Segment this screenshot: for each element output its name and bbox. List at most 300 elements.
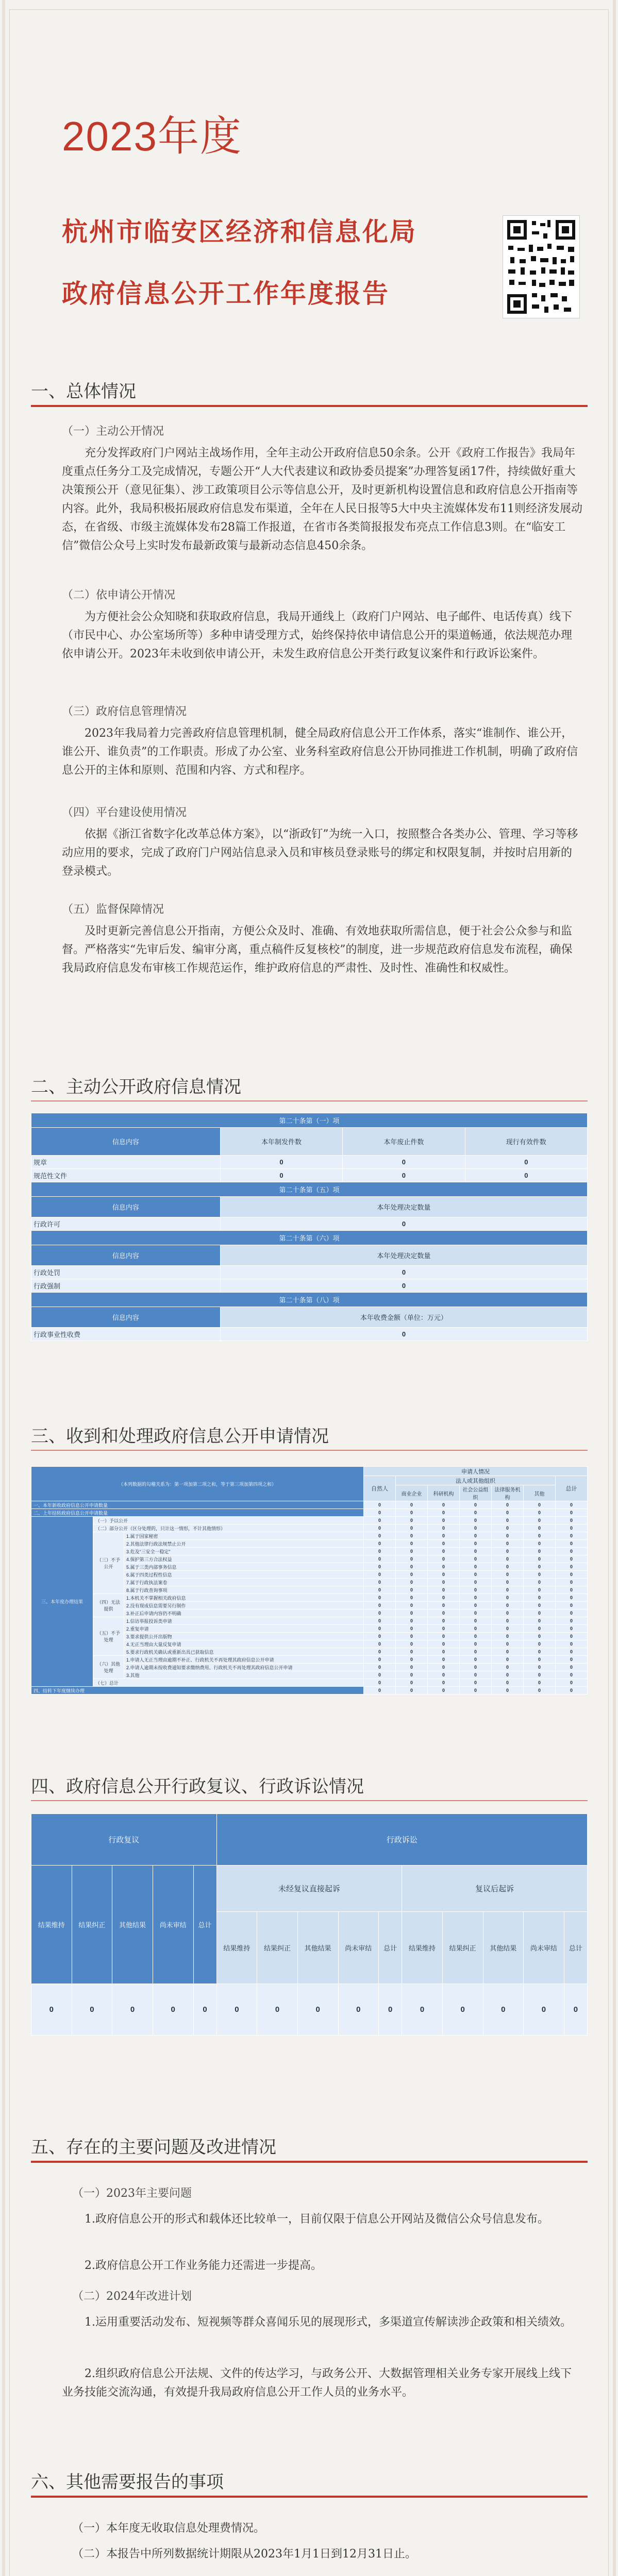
s6-item-1: （一）本年度无收取信息处理费情况。 [72,2522,265,2535]
cell-value: 0 [297,1984,338,2036]
cell-value: 0 [524,1532,556,1540]
cell-value: 0 [492,1633,524,1640]
cell-value: 0 [492,1625,524,1633]
cell-value: 0 [492,1640,524,1648]
cell-value: 0 [193,1984,216,2036]
cell-value: 0 [492,1687,524,1694]
col-natural: 自然人 [364,1476,396,1501]
col-review-keep: 结果维持 [31,1866,72,1984]
col-legal: 法人或其他组织 [396,1476,556,1485]
col-abolished: 本年废止件数 [343,1128,465,1156]
col-processed: 本年处理决定数量 [220,1197,587,1217]
s5-problems-head: （一）2023年主要问题 [72,2187,192,2200]
cell-value: 0 [396,1594,428,1602]
cell-value: 0 [465,1169,587,1182]
org-title: 杭州市临安区经济和信息化局 [62,216,417,247]
row-label: 2.其他法律行政法规禁止公开 [124,1540,364,1548]
cell-value: 0 [460,1609,492,1617]
cell-value: 0 [220,1217,587,1231]
cell-value: 0 [396,1625,428,1633]
cell-value: 0 [396,1679,428,1687]
cell-value: 0 [31,1984,72,2036]
col-other: 其他 [524,1485,556,1501]
cell-value: 0 [396,1571,428,1579]
cell-value: 0 [524,1571,556,1579]
s1-request-para: 为方便社会公众知晓和获取政府信息，我局开通线上（政府门户网站、电子邮件、电话传真）线下（市民中心、办公室场所等）多种申请受理方式，始终保持依申请信息公开的渠道畅通，依法规范办理依申请公开。2023年未收到依申请公开，未发生政府信息公开类行政复议案件和行政诉讼案件。 [62,611,573,660]
cell-value: 0 [460,1602,492,1609]
not-processed-group-label: （五）不予处理 [93,1617,124,1656]
cell-value: 0 [556,1640,588,1648]
cell-value: 0 [556,1501,588,1509]
section-3-rule [31,1450,588,1451]
cell-value: 0 [364,1609,396,1617]
cell-value: 0 [216,1984,257,2036]
cell-value: 0 [524,1633,556,1640]
cell-value: 0 [460,1687,492,1694]
row-label: 8.属于行政查询事项 [124,1586,364,1594]
cell-value: 0 [396,1640,428,1648]
cell-value: 0 [492,1617,524,1625]
cell-value: 0 [524,1625,556,1633]
cell-value: 0 [556,1540,588,1548]
row-label: （二）部分公开（区分处理的，只计这一情形，不计其他情形） [93,1524,364,1532]
cell-value: 0 [343,1169,465,1182]
cell-value: 0 [364,1579,396,1586]
art8-heading: 第二十条第（八）项 [31,1293,588,1307]
col-content: 信息内容 [31,1197,221,1217]
s1-management-head: （三）政府信息管理情况 [62,705,187,718]
col-direct-correct: 结果纠正 [257,1912,298,1984]
cell-value: 0 [492,1579,524,1586]
col-content: 信息内容 [31,1128,221,1156]
section-2-title: 二、主动公开政府信息情况 [31,1077,241,1097]
col-research: 科研机构 [428,1485,460,1501]
cell-value: 0 [364,1540,396,1548]
cell-value: 0 [460,1656,492,1664]
s1-platform-para: 依据《浙江省数字化改革总体方案》，以“浙政钉”为统一入口，按照整合各类办公、管理、学习等移动应用的要求，完成了政府门户网站信息录入员和审核员登录账号的绑定和权限复制，并按时启用新的登录模式。 [62,828,578,878]
cell-value: 0 [364,1524,396,1532]
col-after-total: 总计 [564,1912,587,1984]
cell-value: 0 [556,1563,588,1571]
row-label: 四、结转下年度继续办理 [31,1687,364,1694]
row-label: 1.本机关不掌握相关政府信息 [124,1594,364,1602]
col-amount: 本年收费金额（单位：万元） [220,1307,587,1328]
cell-value: 0 [556,1517,588,1524]
cell-value: 0 [556,1555,588,1563]
cell-value: 0 [524,1617,556,1625]
col-total: 总计 [556,1476,588,1501]
section-6-rule [31,2496,588,2498]
cell-value: 0 [492,1563,524,1571]
cell-value: 0 [492,1509,524,1517]
row-penalty: 行政处罚 [31,1266,221,1279]
cell-value: 0 [492,1679,524,1687]
row-label: 3.补正后申请内容仍不明确 [124,1609,364,1617]
cell-value: 0 [492,1571,524,1579]
cell-value: 0 [524,1509,556,1517]
cell-value: 0 [257,1984,298,2036]
cell-value: 0 [428,1532,460,1540]
report-header [0,0,618,361]
row-fees: 行政事业性收费 [31,1328,221,1341]
section-4-rule [31,1800,588,1801]
cell-value: 0 [492,1501,524,1509]
section-6-title: 六、其他需要报告的事项 [31,2472,224,2493]
cell-value: 0 [396,1579,428,1586]
cell-value: 0 [396,1532,428,1540]
col-after-pending: 尚未审结 [524,1912,564,1984]
cell-value: 0 [220,1279,587,1293]
cell-value: 0 [364,1687,396,1694]
cell-value: 0 [220,1328,587,1341]
cell-value: 0 [524,1594,556,1602]
cell-value: 0 [402,1984,443,2036]
cell-value: 0 [460,1571,492,1579]
s1-active-para: 充分发挥政府门户网站主战场作用，全年主动公开政府信息50余条。公开《政府工作报告》我局年度重点任务分工及完成情况，专题公开“人大代表建议和政协委员提案”办理答复函17件，持续做好重大决策预公开（意见征集）、涉工政策项目公示等信息公开，及时更新机构设置信息和政府信息公开指南等内容。此外，我局积极拓展政府信息发布渠道，全年在人民日报等5大中央主流媒体发布11则经济发展动态，在省级、市级主流媒体发布28篇工作报道，在省市各类简报报发布亮点工作信息3则。在“临安工信”微信公众号上实时发布最新政策与最新动态信息450余条。 [62,447,582,552]
unable-group-label: （四）无法提供 [93,1594,124,1617]
cell-value: 0 [396,1648,428,1656]
cell-value: 0 [364,1679,396,1687]
cell-value: 0 [492,1540,524,1548]
col-law: 法律服务机构 [492,1485,524,1501]
cell-value: 0 [460,1509,492,1517]
col-content: 信息内容 [31,1307,221,1328]
cell-value: 0 [556,1617,588,1625]
cell-value: 0 [220,1169,342,1182]
cell-value: 0 [396,1563,428,1571]
cell-value: 0 [556,1625,588,1633]
cell-value: 0 [524,1679,556,1687]
cell-value: 0 [428,1563,460,1571]
cell-value: 0 [524,1640,556,1648]
cell-value: 0 [396,1555,428,1563]
cell-value: 0 [72,1984,112,2036]
review-lawsuit-table [31,1814,588,2036]
s5-plan-2: 2.组织政府信息公开法规、文件的传达学习，与政务公开、大数据管理相关业务专家开展线上线下业务技能交流沟通，有效提升我局政府信息公开工作人员的业务水平。 [62,2367,572,2399]
cell-value: 0 [492,1602,524,1609]
cell-value: 0 [364,1555,396,1563]
cell-value: 0 [460,1664,492,1671]
art6-heading: 第二十条第（六）项 [31,1231,588,1245]
col-direct-total: 总计 [379,1912,402,1984]
cell-value: 0 [338,1984,379,2036]
cell-value: 0 [428,1501,460,1509]
cell-value: 0 [524,1671,556,1679]
col-direct-pending: 尚未审结 [338,1912,379,1984]
row-label: 2.没有现成信息需要另行制作 [124,1602,364,1609]
col-direct-other: 其他结果 [297,1912,338,1984]
cell-value: 0 [428,1671,460,1679]
s5-plan-head: （二）2024年改进计划 [72,2290,192,2303]
cell-value: 0 [524,1687,556,1694]
cell-value: 0 [556,1594,588,1602]
section-2-rule [31,1100,588,1101]
application-table [31,1466,588,1694]
col-made: 本年制发件数 [220,1128,342,1156]
cell-value: 0 [364,1548,396,1555]
cell-value: 0 [524,1984,564,2036]
cell-value: 0 [556,1609,588,1617]
cell-value: 0 [460,1555,492,1563]
cell-value: 0 [524,1602,556,1609]
row-label: 3.其他 [124,1671,364,1679]
cell-value: 0 [492,1586,524,1594]
cell-value: 0 [524,1524,556,1532]
cell-value: 0 [396,1548,428,1555]
cell-value: 0 [460,1517,492,1524]
year-title: 2023年度 [62,113,242,159]
cell-value: 0 [428,1602,460,1609]
cell-value: 0 [428,1540,460,1548]
row-label: 3.危及“三安全一稳定” [124,1548,364,1555]
cell-value: 0 [460,1648,492,1656]
cell-value: 0 [524,1579,556,1586]
cell-value: 0 [556,1679,588,1687]
cell-value: 0 [460,1679,492,1687]
row-force: 行政强制 [31,1279,221,1293]
col-after-correct: 结果纠正 [442,1912,483,1984]
cell-value: 0 [428,1517,460,1524]
cell-value: 0 [564,1984,587,2036]
col-after-keep: 结果维持 [402,1912,443,1984]
cell-value: 0 [428,1679,460,1687]
cell-value: 0 [396,1586,428,1594]
cell-value: 0 [364,1532,396,1540]
cell-value: 0 [428,1579,460,1586]
cell-value: 0 [524,1548,556,1555]
art5-heading: 第二十条第（五）项 [31,1182,588,1197]
cell-value: 0 [492,1609,524,1617]
cell-value: 0 [428,1625,460,1633]
s1-platform-head: （四）平台建设使用情况 [62,806,187,819]
cell-value: 0 [364,1517,396,1524]
cell-value: 0 [153,1984,193,2036]
cell-value: 0 [524,1586,556,1594]
cell-value: 0 [364,1617,396,1625]
row-permit: 行政许可 [31,1217,221,1231]
s1-supervision-head: （五）监督保障情况 [62,903,164,916]
cell-value: 0 [364,1602,396,1609]
cell-value: 0 [556,1648,588,1656]
cell-value: 0 [492,1532,524,1540]
row-label: （一）予以公开 [93,1517,364,1524]
cell-value: 0 [524,1555,556,1563]
col-review: 行政复议 [31,1814,217,1866]
row-label: 一、本年新收政府信息公开申请数量 [31,1501,364,1509]
cell-value: 0 [428,1609,460,1617]
cell-value: 0 [396,1524,428,1532]
cell-value: 0 [492,1555,524,1563]
cell-value: 0 [364,1671,396,1679]
col-review-correct: 结果纠正 [72,1866,112,1984]
cell-value: 0 [379,1984,402,2036]
s5-problem-1: 1.政府信息公开的形式和载体还比较单一，目前仅限于信息公开网站及微信公众号信息发布。 [85,2213,549,2226]
cell-value: 0 [556,1671,588,1679]
cell-value: 0 [556,1524,588,1532]
cell-value: 0 [460,1548,492,1555]
cell-value: 0 [556,1602,588,1609]
row-label: 7.属于行政执法案卷 [124,1579,364,1586]
row-label: 4.保护第三方合法权益 [124,1555,364,1563]
cell-value: 0 [396,1540,428,1548]
cell-value: 0 [556,1656,588,1664]
row-rules: 规章 [31,1156,221,1169]
cell-value: 0 [492,1656,524,1664]
cell-value: 0 [364,1648,396,1656]
cell-value: 0 [364,1571,396,1579]
cell-value: 0 [428,1664,460,1671]
cell-value: 0 [220,1266,587,1279]
col-review-total: 总计 [193,1866,216,1984]
s1-supervision-para: 及时更新完善信息公开指南，方便公众及时、准确、有效地获取所需信息，便于社会公众参与和监督。严格落实“先审后发、编审分离，重点稿件反复核校”的制度，进一步规范政府信息发布流程，确保我局政府信息发布审核工作规范运作，维护政府信息的严肃性、及时性、准确性和权威性。 [62,925,573,975]
cell-value: 0 [556,1579,588,1586]
cell-value: 0 [364,1586,396,1594]
col-applicant: 申请人情况 [364,1467,588,1476]
col-business: 商业企业 [396,1485,428,1501]
cell-value: 0 [524,1656,556,1664]
cell-value: 0 [428,1633,460,1640]
col-direct-suit: 未经复议直接起诉 [216,1866,402,1912]
cell-value: 0 [556,1532,588,1540]
cell-value: 0 [396,1656,428,1664]
cell-value: 0 [483,1984,524,2036]
col-valid: 现行有效件数 [465,1128,587,1156]
cell-value: 0 [460,1563,492,1571]
row-label: 3.要求提供公开出版物 [124,1633,364,1640]
cell-value: 0 [428,1640,460,1648]
col-content: 信息内容 [31,1245,221,1266]
cell-value: 0 [396,1509,428,1517]
cell-value: 0 [524,1664,556,1671]
cell-value: 0 [428,1687,460,1694]
section-1-rule [31,405,588,407]
cell-value: 0 [364,1664,396,1671]
cell-value: 0 [524,1517,556,1524]
cell-value: 0 [460,1540,492,1548]
col-after-review-suit: 复议后起诉 [402,1866,588,1912]
not-disclosed-group-label: （三）不予公开 [93,1532,124,1594]
row-label: 二、上年结转政府信息公开申请数量 [31,1509,364,1517]
col-social: 社会公益组织 [460,1485,492,1501]
col-review-pending: 尚未审结 [153,1866,193,1984]
cell-value: 0 [460,1532,492,1540]
cell-value: 0 [460,1617,492,1625]
cell-value: 0 [396,1501,428,1509]
col-lawsuit: 行政诉讼 [216,1814,587,1866]
s1-active-head: （一）主动公开情况 [62,425,164,438]
row-label: （七）总计 [93,1679,364,1687]
cell-value: 0 [220,1156,342,1169]
cell-value: 0 [556,1586,588,1594]
cell-value: 0 [492,1594,524,1602]
cell-value: 0 [460,1640,492,1648]
cell-value: 0 [396,1633,428,1640]
s6-item-2: （二）本报告中所列数据统计期限从2023年1月1日到12月31日止。 [72,2548,416,2561]
row-label: 1.信访举报投诉类申请 [124,1617,364,1625]
row-label: 5.属于三类内部事务信息 [124,1563,364,1571]
cell-value: 0 [364,1656,396,1664]
cell-value: 0 [492,1664,524,1671]
cell-value: 0 [396,1617,428,1625]
results-group-label: 三、本年度办理结果 [31,1517,93,1687]
section-5-rule [31,2161,588,2163]
art1-heading: 第二十条第（一）项 [31,1113,588,1128]
cell-value: 0 [396,1671,428,1679]
cell-value: 0 [492,1648,524,1656]
cell-value: 0 [524,1563,556,1571]
side-stripe-right [613,0,616,2576]
cell-value: 0 [364,1640,396,1648]
cell-value: 0 [556,1687,588,1694]
cell-value: 0 [524,1540,556,1548]
cell-value: 0 [428,1524,460,1532]
cell-value: 0 [428,1586,460,1594]
cell-value: 0 [460,1524,492,1532]
col-processed: 本年处理决定数量 [220,1245,587,1266]
qr-code-image [503,215,580,318]
cell-value: 0 [492,1517,524,1524]
cell-value: 0 [364,1509,396,1517]
report-title: 政府信息公开工作年度报告 [62,278,390,309]
section-4-title: 四、政府信息公开行政复议、行政诉讼情况 [31,1776,364,1797]
cell-value: 0 [364,1633,396,1640]
cell-value: 0 [396,1609,428,1617]
cell-value: 0 [396,1517,428,1524]
cell-value: 0 [524,1648,556,1656]
cell-value: 0 [492,1524,524,1532]
cell-value: 0 [112,1984,153,2036]
cell-value: 0 [428,1648,460,1656]
cell-value: 0 [442,1984,483,2036]
cell-value: 0 [428,1509,460,1517]
col-after-other: 其他结果 [483,1912,524,1984]
col-direct-keep: 结果维持 [216,1912,257,1984]
cell-value: 0 [428,1571,460,1579]
cell-value: 0 [556,1509,588,1517]
cell-value: 0 [396,1664,428,1671]
cell-value: 0 [428,1656,460,1664]
cell-value: 0 [428,1555,460,1563]
side-stripe-left [2,0,5,2576]
cell-value: 0 [556,1571,588,1579]
cell-value: 0 [460,1633,492,1640]
col-review-other: 其他结果 [112,1866,153,1984]
cell-value: 0 [364,1501,396,1509]
cell-value: 0 [465,1156,587,1169]
other-processing-group-label: （六）其他处理 [93,1656,124,1679]
cell-value: 0 [396,1602,428,1609]
row-label: 1.申请人无正当理由逾期不补正、行政机关不再处理其政府信息公开申请 [124,1656,364,1664]
cell-value: 0 [460,1671,492,1679]
cell-value: 0 [428,1548,460,1555]
cell-value: 0 [524,1501,556,1509]
section-5-title: 五、存在的主要问题及改进情况 [31,2137,276,2158]
cell-value: 0 [364,1625,396,1633]
cell-value: 0 [556,1548,588,1555]
row-label: 2.申请人逾期未按收费通知要求缴纳费用、行政机关不再处理其政府信息公开申请 [124,1664,364,1671]
row-label: 6.属于四类过程性信息 [124,1571,364,1579]
s1-management-para: 2023年我局着力完善政府信息管理机制，健全局政府信息公开工作体系，落实“谁制作、谁公开，谁公开、谁负责”的工作职责。形成了办公室、业务科室政府信息公开协同推进工作机制，明确了政府信息公开的主体和原则、范围和内容、方式和程序。 [62,727,578,777]
s5-problem-2: 2.政府信息公开工作业务能力还需进一步提高。 [85,2259,322,2272]
row-norms: 规范性文件 [31,1169,221,1182]
cell-value: 0 [460,1625,492,1633]
cell-value: 0 [492,1548,524,1555]
section-3-title: 三、收到和处理政府信息公开申请情况 [31,1426,329,1447]
cell-value: 0 [428,1617,460,1625]
s1-request-head: （二）依申请公开情况 [62,589,176,602]
cell-value: 0 [364,1594,396,1602]
cell-value: 0 [524,1609,556,1617]
